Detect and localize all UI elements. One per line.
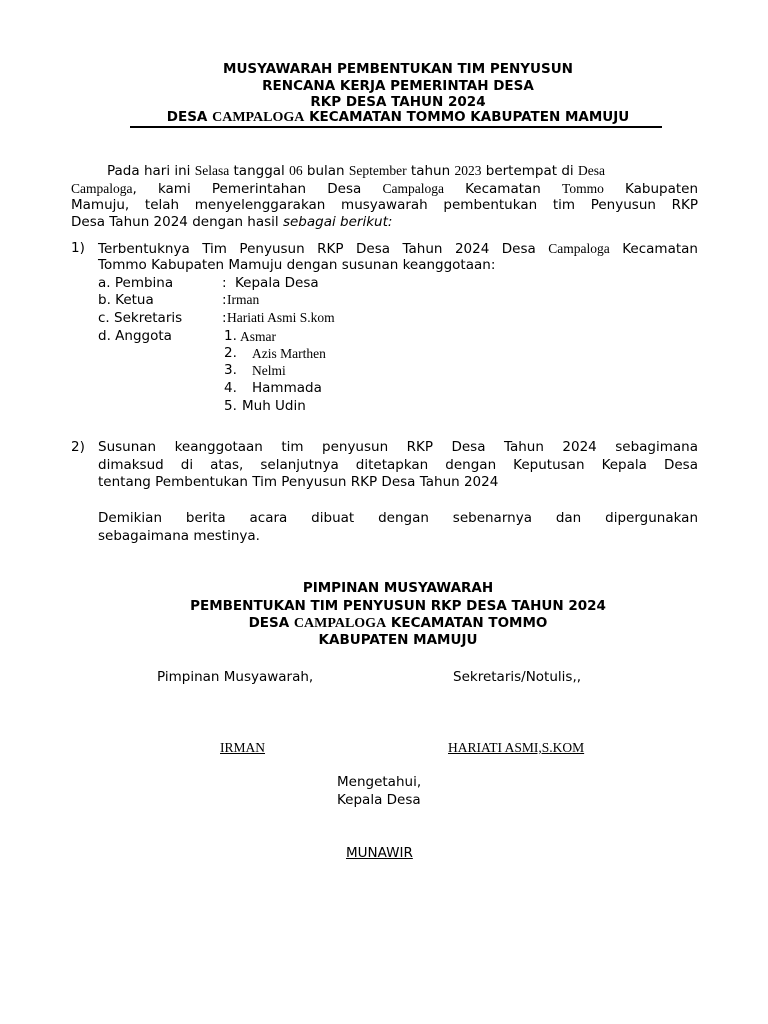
intro-text: Kabupaten xyxy=(603,181,699,197)
ack-line-1: Mengetahui, xyxy=(337,774,422,790)
sig-left-name: IRMAN xyxy=(220,740,266,755)
member-number: 1. xyxy=(224,328,237,344)
intro-italic: sebagai berikut: xyxy=(282,214,393,230)
title-line-4 xyxy=(0,109,768,126)
intro-text: Pada hari ini xyxy=(107,163,195,179)
intro-date: 06 xyxy=(289,163,303,178)
sig-header-text: DESA xyxy=(248,615,294,631)
item1-text: Terbentuknya Tim Penyusun RKP Desa Tahun 2024 Desa xyxy=(98,241,549,257)
role-value-ketua: Irman xyxy=(227,292,260,307)
intro-place: Campaloga xyxy=(71,181,133,196)
member-name: Nelmi xyxy=(252,363,286,378)
title-line-3: RKP DESA TAHUN 2024 xyxy=(310,94,486,110)
sig-right-name: HARIATI ASMI,S.KOM xyxy=(448,740,585,755)
intro-text: tanggal xyxy=(229,163,290,179)
role-sep-pembina: : xyxy=(222,275,227,291)
member-name: Azis Marthen xyxy=(252,346,326,361)
role-label-anggota: d. Anggota xyxy=(98,328,172,344)
member-number: 2. xyxy=(224,345,237,361)
item2-number: 2) xyxy=(71,439,85,455)
role-label-sekretaris: c. Sekretaris xyxy=(98,310,183,326)
sig-header-village: CAMPALOGA xyxy=(293,616,387,631)
intro-district: Tommo xyxy=(562,181,604,196)
intro-day: Selasa xyxy=(194,163,230,178)
title-underline xyxy=(130,126,662,128)
intro-text: bulan xyxy=(302,163,349,179)
sig-left-role: Pimpinan Musyawarah, xyxy=(157,669,314,685)
title-line-1: MUSYAWARAH PEMBENTUKAN TIM PENYUSUN xyxy=(223,61,573,77)
intro-year: 2023 xyxy=(454,163,482,178)
title-line-2: RENCANA KERJA PEMERINTAH DESA xyxy=(262,78,534,94)
item2-line-2: dimaksud di atas, selanjutnya ditetapkan dengan Keputusan Kepala Desa xyxy=(98,457,698,473)
member-name: Asmar xyxy=(240,329,276,344)
role-label-pembina: a. Pembina xyxy=(98,275,174,291)
intro-text: bertempat di xyxy=(481,163,578,179)
intro-line-2 xyxy=(71,180,698,198)
role-label-ketua: b. Ketua xyxy=(98,292,154,308)
title-line-4-c: KECAMATAN TOMMO KABUPATEN MAMUJU xyxy=(304,109,630,125)
role-sep-sekretaris: : xyxy=(222,310,227,326)
member-number: 4. xyxy=(224,380,237,396)
sig-header-line-1: PIMPINAN MUSYAWARAH xyxy=(302,580,494,596)
ack-line-2: Kepala Desa xyxy=(337,792,421,808)
sig-right-role: Sekretaris/Notulis,, xyxy=(453,669,582,685)
intro-place: Desa xyxy=(577,163,605,178)
sig-header-text: KECAMATAN TOMMO xyxy=(386,615,548,631)
member-number: 3. xyxy=(224,362,237,378)
item1-line-2: Tommo Kabupaten Mamuju dengan susunan keanggotaan: xyxy=(98,257,496,273)
ack-name: MUNAWIR xyxy=(346,845,413,861)
sig-header-line-4: KABUPATEN MAMUJU xyxy=(318,632,478,648)
member-number: 5. xyxy=(224,398,237,414)
item2-line-1: Susunan keanggotaan tim penyusun RKP Desa Tahun 2024 sebagimana xyxy=(98,439,698,455)
closing-line-2: sebagaimana mestinya. xyxy=(98,528,260,544)
sig-header-line-2: PEMBENTUKAN TIM PENYUSUN RKP DESA TAHUN 2024 xyxy=(190,598,606,614)
intro-text: Kecamatan xyxy=(443,181,563,197)
role-sep-ketua: : xyxy=(222,292,227,308)
intro-line-4 xyxy=(71,214,392,231)
intro-text: tahun xyxy=(406,163,455,179)
member-name: Hammada xyxy=(252,380,322,396)
intro-month: September xyxy=(348,163,407,178)
item1-village: Campaloga xyxy=(548,241,610,256)
closing-line-1: Demikian berita acara dibuat dengan sebenarnya dan dipergunakan xyxy=(98,510,698,526)
intro-village: Campaloga xyxy=(382,181,444,196)
item1-number: 1) xyxy=(71,240,85,256)
item1-text: Kecamatan xyxy=(609,241,698,257)
intro-text: , kami Pemerintahan Desa xyxy=(132,181,383,197)
title-line-4-a: DESA xyxy=(166,109,213,125)
sig-header-line-3 xyxy=(0,615,768,632)
intro-line-3: Mamuju, telah menyelenggarakan musyawarah pembentukan tim Penyusun RKP xyxy=(71,197,698,213)
intro-text: Desa Tahun 2024 dengan hasil xyxy=(71,214,283,230)
title-line-4-village: CAMPALOGA xyxy=(212,110,305,125)
role-value-sekretaris: Hariati Asmi S.kom xyxy=(227,310,335,325)
member-name: Muh Udin xyxy=(242,398,306,414)
role-value-pembina: Kepala Desa xyxy=(235,275,319,291)
item2-line-3: tentang Pembentukan Tim Penyusun RKP Desa Tahun 2024 xyxy=(98,474,499,490)
intro-line-1 xyxy=(107,162,605,180)
item1-line-1 xyxy=(98,240,698,258)
